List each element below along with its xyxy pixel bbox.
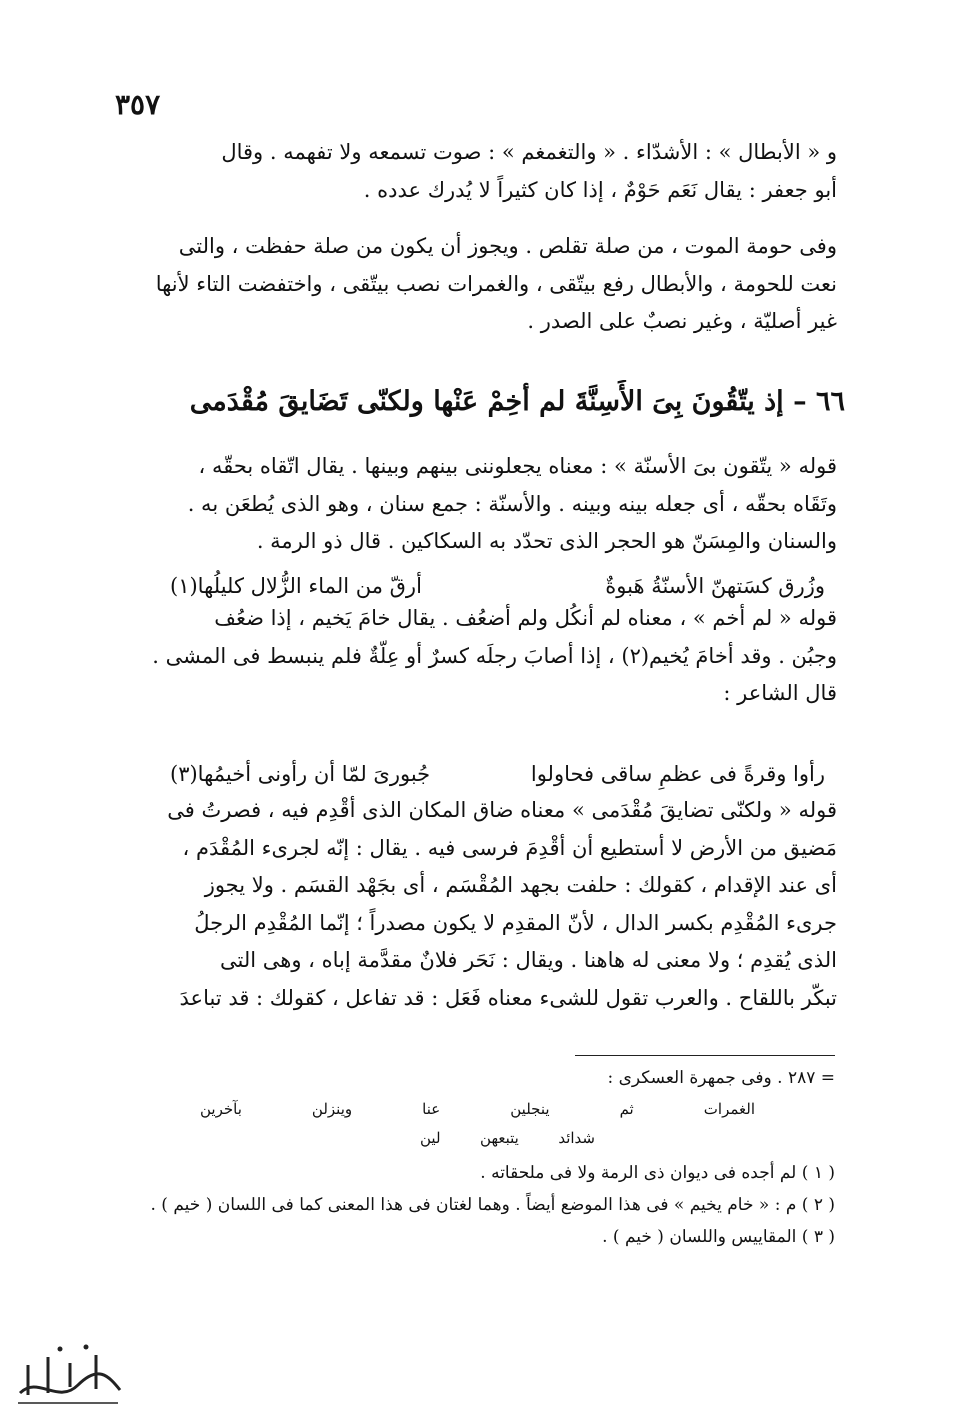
footnote-verse-line-2 — [420, 1124, 595, 1152]
verse-word: عنا — [422, 1100, 441, 1118]
text-line: نعت للحومة ، والأبطال رفع بيتّقى ، والغمرات نصب بيتّقى ، واختفضت التاء لأنها — [155, 271, 837, 296]
paragraph-3 — [118, 448, 837, 561]
text-line: قوله « ولكنّى تضايقَ مُقْدَمى » معناه ضاق المكان الذى أقْدِم فيه ، فصرتُ فى — [167, 798, 837, 822]
library-stamp-logo — [8, 1335, 128, 1415]
text-line: وفى حومة الموت ، من صلة تقلص . ويجوز أن يكون من صلة حفظت ، والتى — [178, 234, 837, 258]
verse-word: يتبعهن — [480, 1129, 519, 1147]
verse-word: الغمرات — [703, 1100, 755, 1118]
verse-word: لين — [420, 1129, 441, 1147]
verse-word: ينجلين — [510, 1100, 550, 1118]
page-number: ٣٥٧ — [115, 88, 161, 121]
footnote-2: ( ٢ ) م : « خام يخيم » فى هذا الموضع أيضاً . وهما لغتان فى هذا المعنى كما فى اللسان ( خيم ) . — [150, 1195, 835, 1215]
text-line: أبو جعفر : يقال نَعَم حَوْمٌ ، إذا كان كثيراً لا يُدرك عدده . — [363, 177, 837, 202]
text-line: والسنان والمِسَنّ هو الحجر الذى تحدّد به السكاكين . قال ذو الرمة . — [256, 529, 837, 553]
quoted-verse-poet — [170, 756, 825, 792]
paragraph-1 — [118, 134, 837, 209]
text-line: تبكّر باللقاح . والعرب تقول للشىء معناه فَعَل : قد تفاعل ، كقولك : قد تباعدَ — [179, 985, 837, 1010]
text-line: مَضيق من الأرض لا أستطيع أن أقْدِمَ فرسى فيه . يقال : إنّه لجرىء المُقْدَم ، — [182, 835, 837, 860]
verse-second-hemistich: جُبورىَ لمّا أن رأونى أخيمُها(٣) — [170, 762, 431, 786]
footnote-3: ( ٣ ) المقاييس واللسان ( خيم ) . — [602, 1227, 835, 1247]
text-line: وتَقَاه بحقّه ، أى جعله بينه وبينه . والأسنّة : جمع سنان ، وهو الذى يُطعَن به . — [187, 491, 837, 516]
footnote-continuation: = ٢٨٧ . وفى جمهرة العسكرى : — [607, 1068, 835, 1088]
footnote-divider — [575, 1055, 835, 1056]
verse-word: شدائد — [558, 1129, 595, 1147]
verse-word: بآخرين — [200, 1100, 242, 1118]
verse-word: وينزلن — [311, 1100, 353, 1118]
footnotes-list — [110, 1157, 835, 1253]
text-line: وجبُن . وقد أخامَ يُخيم(٢) ، إذا أصابَ رجلَه كسرٌ أو عِلّةٌ فلم ينبسط فى المشى . — [152, 643, 837, 668]
paragraph-5 — [118, 792, 837, 1017]
footnote-verse-line-1 — [200, 1095, 755, 1123]
footnote-1: ( ١ ) لم أجده فى ديوان ذى الرمة ولا فى ملحقاته . — [480, 1163, 835, 1183]
quoted-verse-dhu-al-rumma — [170, 568, 825, 604]
paragraph-2 — [118, 228, 837, 341]
verse-first-hemistich: رأوا وقرةً فى عظمِ ساقى فحاولوا — [530, 762, 825, 786]
text-line: غير أصليّة ، وغير نصبٌ على الصدر . — [527, 309, 837, 333]
verse-word: ثم — [619, 1100, 634, 1118]
text-line: أى عند الإقدام ، كقولك : حلفت بجهد المُقْسَم ، أى بجَهْد القسَم . ولا يجوز — [204, 873, 837, 897]
verse-second-hemistich: أرقّ من الماء الزُّلال كليلُها(١) — [170, 574, 422, 598]
text-line: و « الأبطال » : الأشدّاء . « والتغمغم » : صوت تسمعه ولا تفهمه . وقال — [221, 140, 837, 164]
verse-first-hemistich: وزُرق كسَتهنّ الأسنّةُ هَبوةٌ — [605, 574, 825, 598]
paragraph-4 — [118, 600, 837, 713]
text-line: جرىء المُقْدِم بكسر الدال ، لأنّ المقدِم لا يكون مصدراً ؛ إنّما المُقْدِم الرجلُ — [194, 910, 837, 935]
text-line: الذى يُقدِم ؛ ولا معنى له هاهنا . ويقال : نَحَر فلانٌ مقدَّمة إباه ، وهى التى — [220, 948, 837, 972]
text-line: قال الشاعر : — [723, 681, 837, 705]
text-line: قوله « يتّقون بىَ الأسنّة » : معناه يجعلوننى بينهم وبينها . يقال اتّقاه بحقّه ، — [198, 454, 837, 478]
verse-66-heading: ٦٦ – إذ يتّقُونَ بِىَ الأَسِنَّةَ لم أخِمْ عَنْها ولكنّى تَضَايقَ مُقْدَمى — [189, 386, 845, 417]
text-line: قوله « لم أخم » ، معناه لم أنكُل ولم أضعُف . يقال خامَ يَخيم ، إذا ضعُف — [214, 606, 837, 630]
